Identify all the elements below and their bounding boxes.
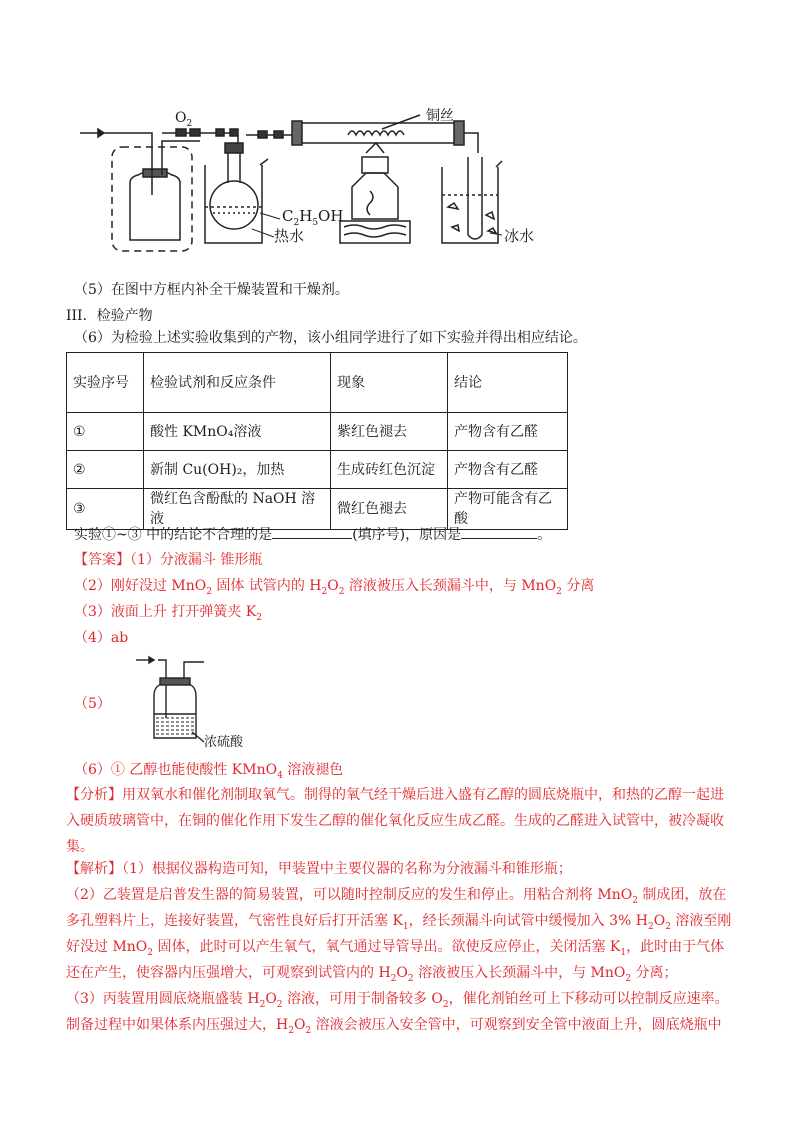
answer-6: （6）① 乙醇也能使酸性 KMnO$_4$ 溶液褪色 [74,762,344,781]
answer-3: （3）液面上升 打开弹簧夹 $K_2$ [74,604,263,623]
row-phenomenon: 生成砖红色沉淀 [331,451,448,489]
answer-1: 【答案】（1）分液漏斗 锥形瓶 [74,552,263,568]
copper-wire [348,131,404,135]
row-conclusion: 产物含有乙醛 [448,451,568,489]
explanation-3: （3）丙装置用圆底烧瓶盛装 $H_2O_2$ 溶液，可用于制备较多 $O_2$，催化剂铂丝可上下移动可以控制反应速率。制备过程中如果体系内压强过大，$H_2O_2$ 溶液会被压入安全管中，可观察到安全管中液面上升，圆底烧瓶中 [66,991,729,1036]
row-reagent: 新制 Cu(OH)₂，加热 [144,451,331,489]
table-row [67,413,568,451]
ethanol-label: $C_2H_5OH$ [282,207,344,228]
fill-in-question: 实验①~③ 中的结论不合理的是 (填序号)，原因是 。 [74,524,551,545]
row-reagent: 酸性 KMnO₄溶液 [144,413,331,451]
wash-bottle [154,684,196,738]
analysis-paragraph: 【分析】用双氧水和催化剂制取氧气。制得的氧气经干燥后进入盛有乙醇的圆底烧瓶中，和热的乙醇一起进入硬质玻璃管中，在铜的催化作用下发生乙醇的催化氧化反应生成乙醛。生成的乙醛进入试管中，被冷凝收集。 [66,787,724,855]
answer-blank-1 [272,524,352,539]
row-conclusion: 产物可能含有乙酸 [448,489,568,530]
header-cell: 检验试剂和反应条件 [144,353,331,413]
header-cell: 实验序号 [67,353,144,413]
alcohol-lamp [352,173,398,219]
header-cell: 现象 [331,353,448,413]
answer-4: （4）ab [74,630,129,646]
row-no: ③ [67,489,144,530]
row-phenomenon: 微红色褪去 [331,489,448,530]
section-3-heading: III．检验产物 [66,308,153,324]
answer-2: （2）刚好没过 MnO$_2$ 固体 试管内的 $H_2O_2$ 溶液被压入长颈漏斗中，与 MnO$_2$ 分离 [74,578,595,597]
row-no: ① [67,413,144,451]
ice-water-label: 冰水 [504,227,535,245]
row-no: ② [67,451,144,489]
table-row [67,451,568,489]
hot-water-label: 热水 [274,227,305,245]
explanation-intro: 【解析】（1）根据仪器构造可知，甲装置中主要仪器的名称为分液漏斗和锥形瓶； [66,861,572,877]
row-reagent: 微红色含酚酞的 NaOH 溶液 [144,489,331,530]
ethanol-flask [210,181,258,229]
hot-water-beaker [205,165,262,243]
table-header-row [67,353,568,413]
row-conclusion: 产物含有乙醛 [448,413,568,451]
answer-blank-2 [461,524,537,539]
reagent-bottle [130,173,180,240]
explanation-2: （2）乙装置是启普发生器的简易装置，可以随时控制反应的发生和停止。用粘合剂将 MnO$_2$ 制成团，放在多孔塑料片上，连接好装置，气密性良好后打开活塞 $K_1$，经长颈漏斗向试管中缓慢加入 3% $H_2O_2$ 溶液至刚好没过 MnO$_2$ 固体，此时可以产生氧气，氧气通过导管导出。欲使反应停止，关闭活塞 $K_1$，此时由于气体还在产生，使容器内压强增大，可观察到试管内的 $H_2O_2$ 溶液被压入长颈漏斗中，与 MnO$_2$ 分离； [66,887,732,984]
conc-sulfuric-acid-label: 浓硫酸 [204,735,244,750]
copper-wire-label: 铜丝 [426,108,454,124]
lamp-flame [366,143,384,153]
experiment-table [66,352,568,530]
row-phenomenon: 紫红色褪去 [331,413,448,451]
header-cell: 结论 [448,353,568,413]
answer-5: （5） [74,696,111,712]
o2-label: $O_2$ [175,110,193,129]
question-6: （6）为检验上述实验收集到的产物，该小组同学进行了如下实验并得出相应结论。 [74,330,587,346]
question-5: （5）在图中方框内补全干燥装置和干燥剂。 [74,282,349,298]
wooden-block [340,221,410,243]
